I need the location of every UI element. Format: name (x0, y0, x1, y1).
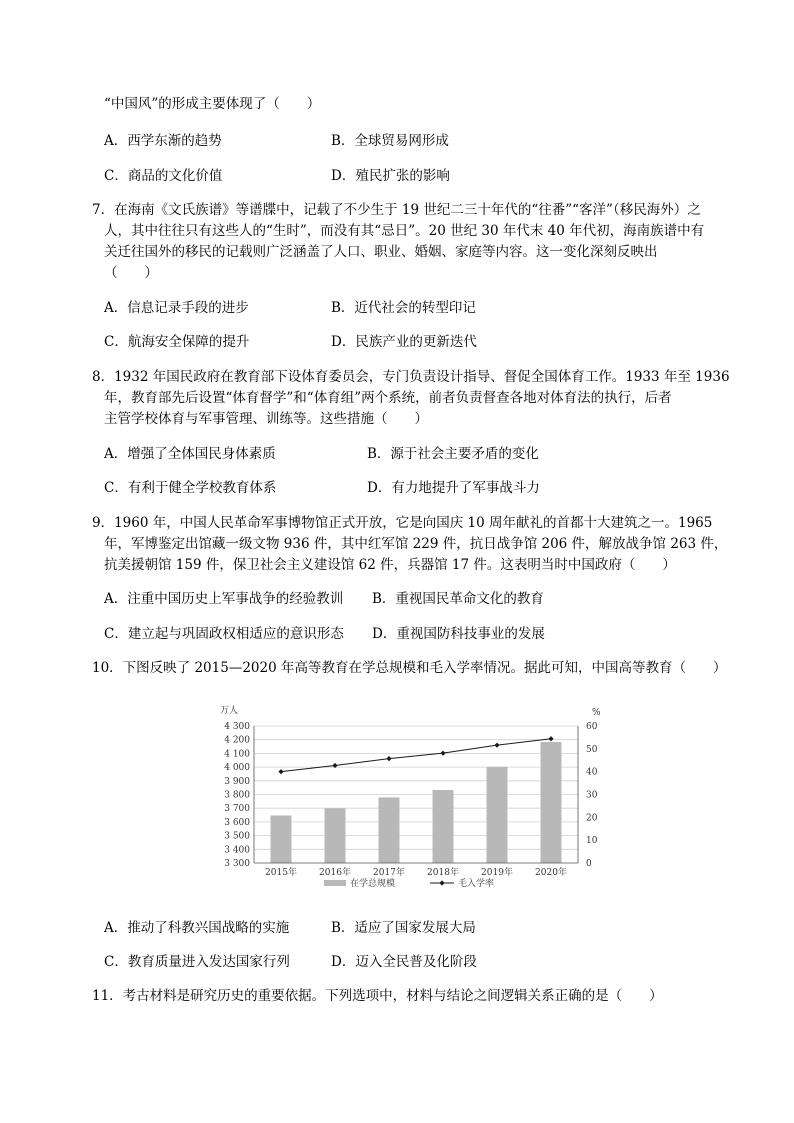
left-tick-label: 3 500 (224, 831, 250, 842)
q8-option-b[interactable]: B．源于社会主要矛盾的变化 (367, 446, 539, 462)
legend-bar-swatch (324, 880, 346, 886)
q10-option-b[interactable]: B．适应了国家发展大局 (331, 920, 476, 936)
x-tick-label: 2019年 (481, 868, 513, 878)
x-tick-label: 2018年 (427, 868, 459, 878)
chart-bar (541, 742, 562, 863)
q7-option-d[interactable]: D．民族产业的更新迭代 (331, 334, 477, 350)
left-tick-label: 3 800 (224, 790, 250, 801)
left-tick-label: 3 900 (224, 776, 250, 787)
left-tick-label: 3 400 (224, 845, 250, 856)
chart-bar (271, 815, 292, 863)
q10-option-c[interactable]: C．教育质量进入发达国家行列 (104, 954, 290, 970)
q6-option-d[interactable]: D．殖民扩张的影响 (331, 168, 450, 184)
right-tick-label: 20 (586, 813, 598, 824)
q9-stem-line-1: 9．1960 年，中国人民革命军事博物馆正式开放，它是向国庆 10 周年献礼的首都十大建筑之一。1965 (92, 515, 713, 531)
q9-option-c[interactable]: C．建立起与巩固政权相适应的意识形态 (104, 626, 344, 642)
q9-option-a[interactable]: A．注重中国历史上军事战争的经验教训 (104, 591, 344, 607)
x-tick-label: 2015年 (265, 868, 297, 878)
right-axis-unit: % (592, 708, 601, 718)
q7-stem-line-4: （ ） (104, 265, 158, 281)
q8-option-c[interactable]: C．有利于健全学校教育体系 (104, 480, 277, 496)
q6-option-b[interactable]: B．全球贸易网形成 (331, 133, 449, 149)
rate-point (548, 736, 553, 741)
chart-gridlines (254, 726, 578, 849)
q6-option-a[interactable]: A．西学东渐的趋势 (104, 133, 222, 149)
left-tick-label: 4 300 (224, 722, 250, 732)
q10-stem-line-1: 10．下图反映了 2015—2020 年高等教育在学总规模和毛入学率情况。据此可知，中国高等教育（ ） (92, 660, 727, 676)
enrollment-chart (212, 700, 612, 896)
q9-stem-line-2: 年，军博鉴定出馆藏一级文物 936 件，其中红军馆 229 件，抗日战争馆 206 件，解放战争馆 263 件， (104, 536, 728, 552)
legend-bar-label: 在学总规模 (350, 879, 396, 889)
q7-option-c[interactable]: C．航海安全保障的提升 (104, 334, 250, 350)
q6-stem-tail: “中国风”的形成主要体现了（ ） (104, 96, 321, 112)
q7-option-b[interactable]: B．近代社会的转型印记 (331, 300, 476, 316)
q9-stem-line-3: 抗美援朝馆 159 件，保卫社会主义建设馆 62 件，兵器馆 17 件。这表明当时中国政府（ ） (104, 557, 676, 573)
rate-point (494, 743, 499, 748)
q8-option-d[interactable]: D．有力地提升了军事战斗力 (367, 480, 540, 496)
chart-legend (324, 877, 494, 889)
q9-option-d[interactable]: D．重视国防科技事业的发展 (372, 626, 545, 642)
chart-bar (487, 767, 508, 863)
left-tick-label: 3 700 (224, 804, 250, 815)
right-tick-label: 0 (586, 859, 592, 869)
legend-line-marker (439, 880, 444, 885)
right-tick-label: 40 (586, 767, 598, 778)
left-tick-label: 4 100 (224, 749, 250, 760)
rate-point (278, 769, 283, 774)
left-tick-label: 4 000 (224, 763, 250, 774)
q10-option-a[interactable]: A．推动了科教兴国战略的实施 (104, 920, 290, 936)
x-tick-label: 2020年 (535, 868, 567, 878)
legend-line-label: 毛入学率 (458, 879, 495, 889)
q7-option-a[interactable]: A．信息记录手段的进步 (104, 300, 249, 316)
right-tick-label: 50 (586, 744, 598, 755)
q8-stem-line-1: 8．1932 年国民政府在教育部下设体育委员会，专门负责设计指导、督促全国体育工作。1933 年至 1936 (92, 369, 730, 385)
chart-bars (271, 742, 562, 863)
right-tick-label: 30 (586, 790, 598, 801)
chart-line-series (278, 736, 553, 774)
q11-stem-line-1: 11．考古材料是研究历史的重要依据。下列选项中，材料与结论之间逻辑关系正确的是（ ） (92, 988, 663, 1004)
q7-stem-line-3: 关迁往国外的移民的记载则广泛涵盖了人口、职业、婚姻、家庭等内容。这一变化深刻反映出 (104, 244, 658, 260)
left-tick-label: 3 600 (224, 817, 250, 828)
q8-option-a[interactable]: A．增强了全体国民身体素质 (104, 446, 276, 462)
q10-option-d[interactable]: D．迈入全民普及化阶段 (331, 954, 477, 970)
q7-stem-line-2: 人，其中往往只有这些人的“生时”，而没有其“忌日”。20 世纪 30 年代末 40 年代初，海南族谱中有 (104, 223, 705, 239)
rate-point (386, 756, 391, 761)
q8-stem-line-2: 年，教育部先后设置“体育督学”和“体育组”两个系统，前者负责督查各地对体育法的执行，后者 (104, 390, 672, 406)
q9-option-b[interactable]: B．重视国民革命文化的教育 (372, 591, 544, 607)
left-axis-unit: 万人 (220, 706, 239, 716)
chart-bar (433, 790, 454, 863)
q6-option-c[interactable]: C．商品的文化价值 (104, 168, 223, 184)
x-tick-label: 2017年 (373, 868, 405, 878)
q7-stem-line-1: 7．在海南《文氏族谱》等谱牒中，记载了不少生于 19 世纪二三十年代的“往番”“客洋”（移民海外）之 (92, 202, 701, 218)
chart-bar (325, 808, 346, 863)
right-tick-label: 10 (586, 836, 598, 847)
left-tick-label: 4 200 (224, 735, 250, 746)
rate-point (440, 751, 445, 756)
q8-stem-line-3: 主管学校体育与军事管理、训练等。这些措施（ ） (104, 411, 428, 427)
left-tick-label: 3 300 (224, 859, 250, 869)
right-tick-label: 60 (586, 722, 598, 732)
chart-bar (379, 797, 400, 863)
x-tick-label: 2016年 (319, 868, 351, 878)
